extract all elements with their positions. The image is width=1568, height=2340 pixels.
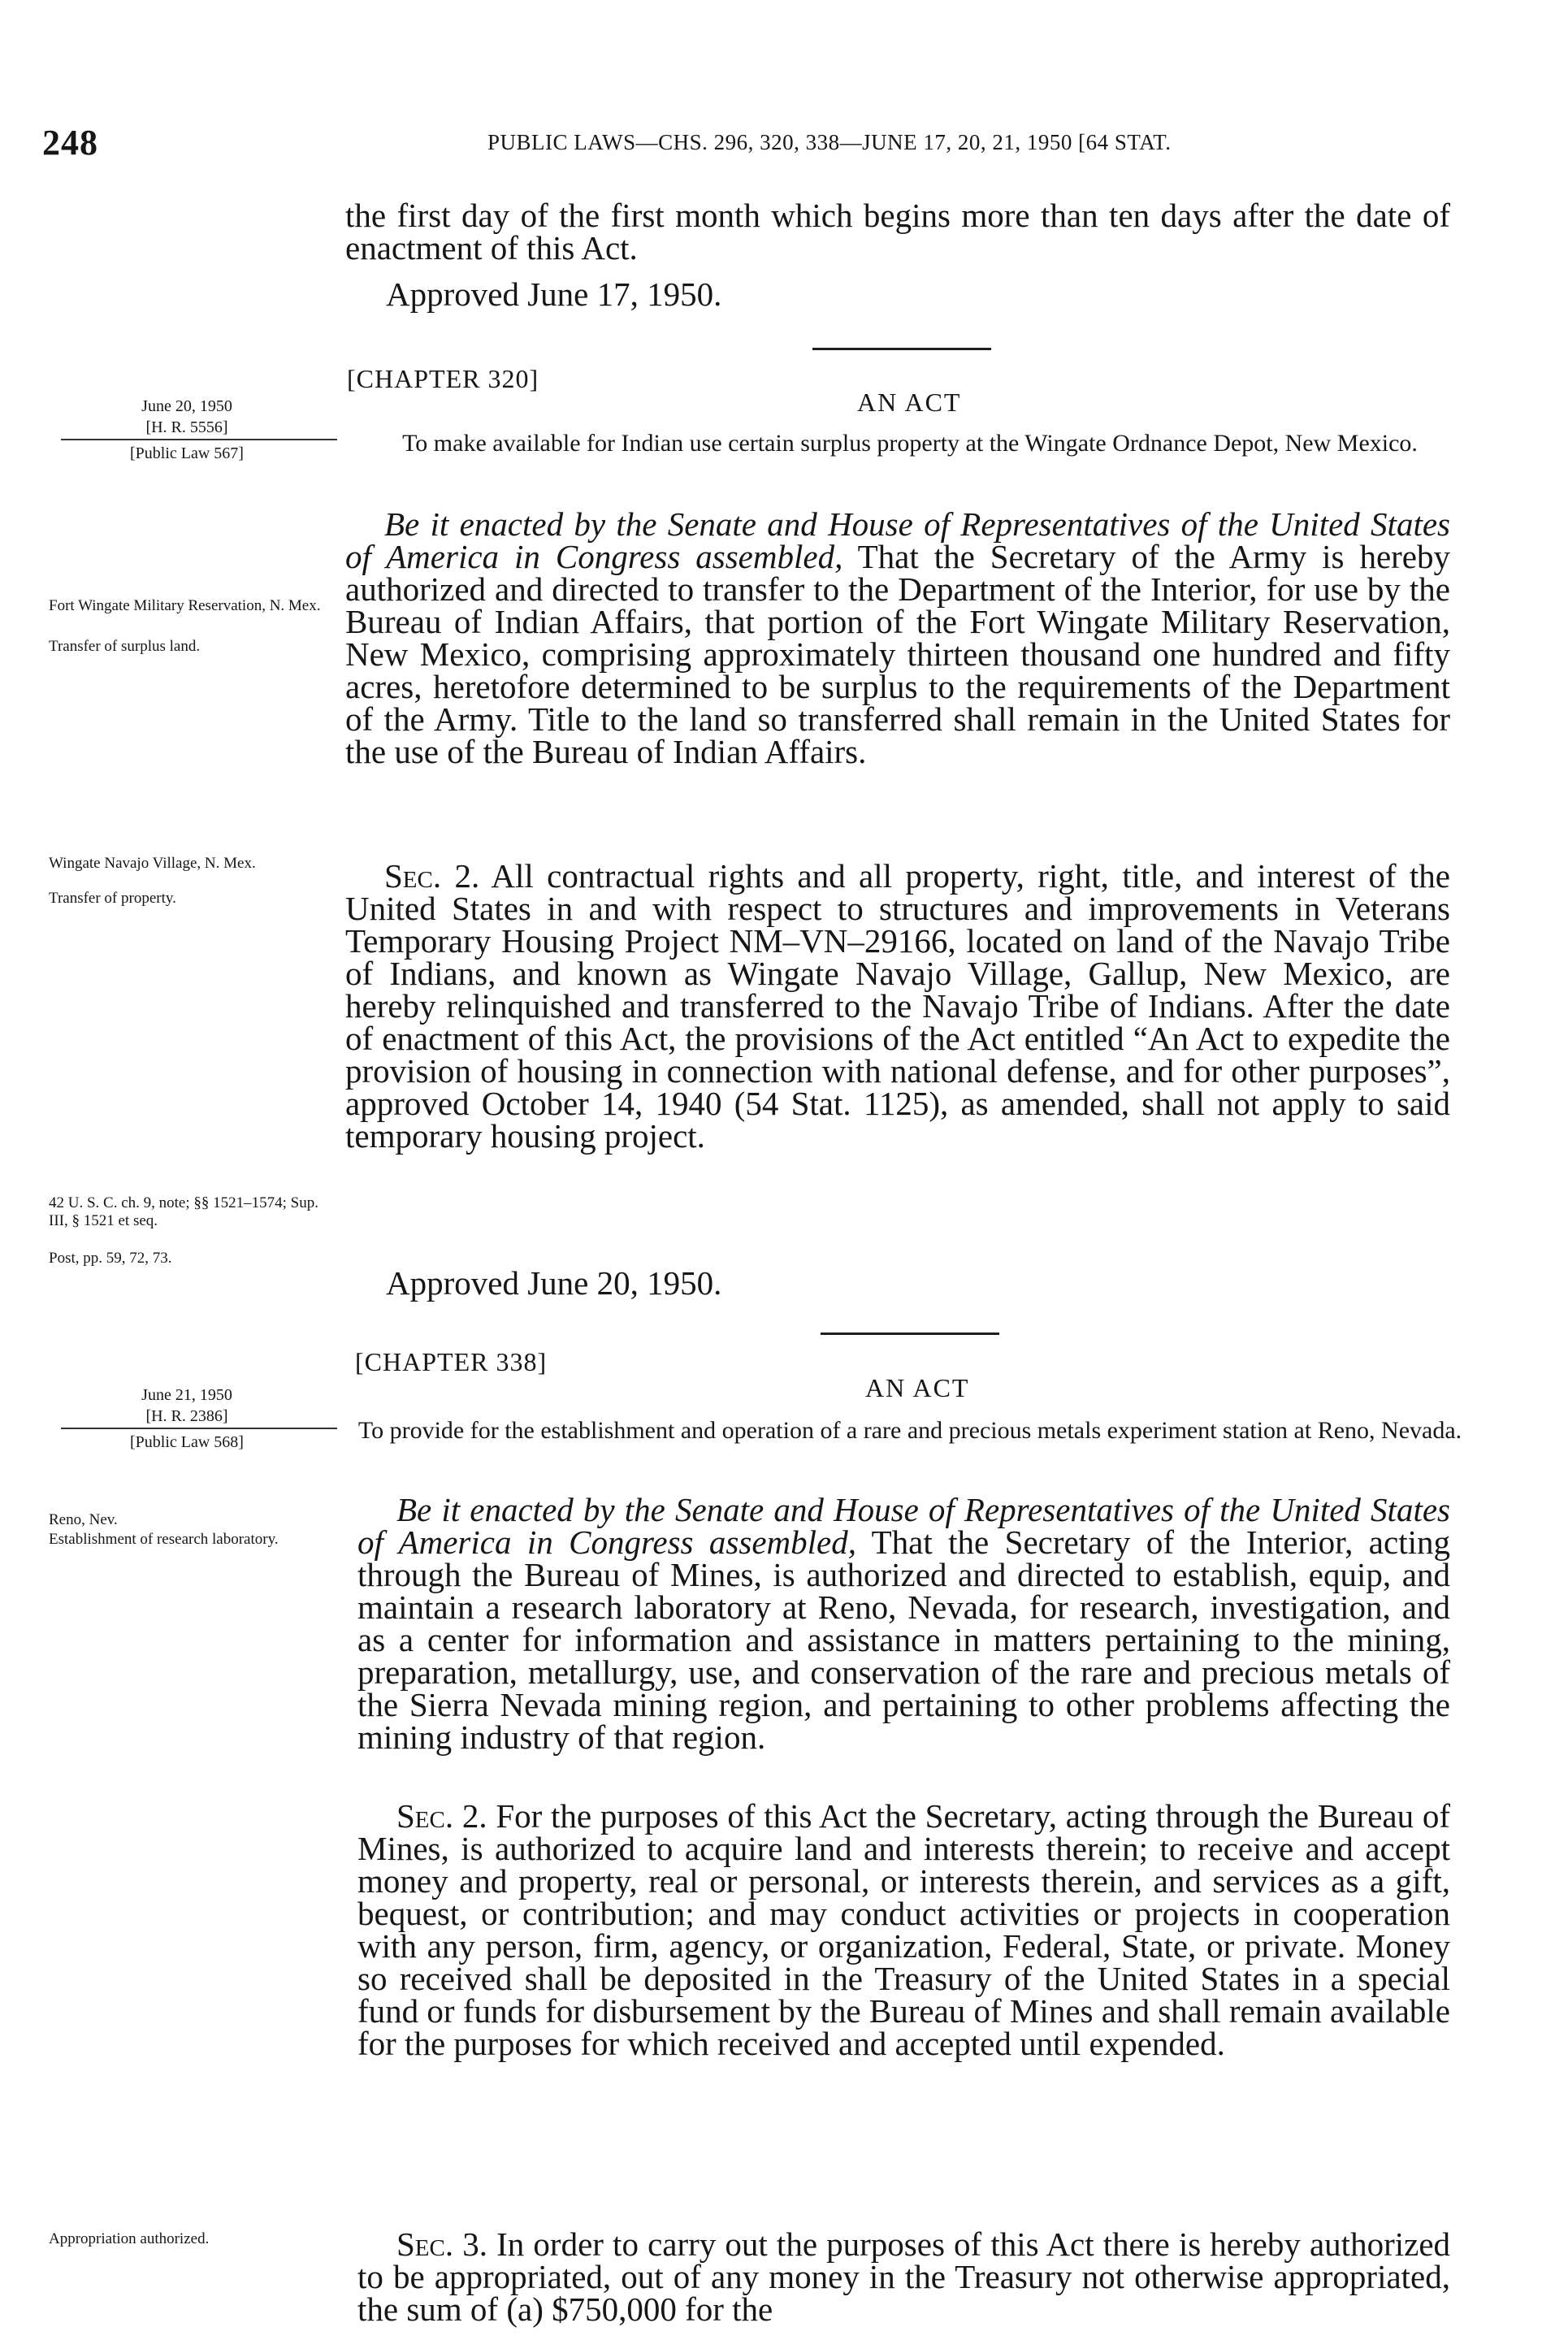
- chapter-320-section-1: [345, 505, 1451, 770]
- chapter-338-section-1: [357, 1491, 1450, 1756]
- chapter-320-act-title: AN ACT: [857, 388, 962, 417]
- chapter-338-act-title: AN ACT: [865, 1373, 970, 1402]
- chapter-338-rule: [821, 1332, 999, 1335]
- chapter-338-section-2: [357, 1797, 1451, 2062]
- chapter-320-section-2: [345, 857, 1450, 1155]
- chapter-338-section-2-text: For the purposes of this Act the Secretary, acting through the Bureau of Mines, is authorized to acquire land and interests therein; to receive and accept money and property, real or personal, or interests therein, and services as a gift, bequest, or contribution; and may conduct activities or projects in cooperation with any person, firm, agency, or organization, Federal, State, or private. Money so received shall be deposited in the Treasury of the United States in a special fund or funds for disbursement by the Bureau of Mines and shall remain available for the purposes for which received and accepted until expended.: [357, 1797, 1451, 2062]
- chapter-338-section-1-text: That the Secretary of the Interior, acting through the Bureau of Mines, is authorized and directed to establish, equip, and maintain a research laboratory at Reno, Nevada, for research, investigation, and as a center for information and assistance in matters pertaining to the mining, preparation, metallurgy, use, and conservation of the rare and precious metals of the Sierra Nevada mining region, and pertaining to other problems affecting the mining industry of that region.: [357, 1523, 1450, 1756]
- section-2-text: All contractual rights and all property, right, title, and interest of the United States in and with respect to structures and improvements in Veterans Temporary Housing Project NM–VN–29166, located on land of the Navajo Tribe of Indians, and known as Wingate Navajo Village, Gallup, New Mexico, are hereby relinquished and transferred to the Navajo Tribe of Indians. After the date of enactment of this Act, the provisions of the Act entitled “An Act to expedite the provision of housing in connection with national defense, and for other purposes”, approved October 14, 1940 (54 Stat. 1125), as amended, shall not apply to said temporary housing project.: [345, 857, 1450, 1155]
- chapter-320-purpose: To make available for Indian use certain surplus property at the Wingate Ordnance Depot, New Mexico.: [402, 430, 1418, 457]
- chapter-320-rule: [812, 348, 991, 350]
- chapter-338-purpose: To provide for the establishment and operation of a rare and precious metals experiment station at Reno, Nevada.: [357, 1417, 1462, 1444]
- chapter-338-heading: [CHAPTER 338]: [355, 1347, 548, 1376]
- chapter-338-side-date: June 21, 1950: [141, 1386, 232, 1404]
- chapter-338-side-rule: [61, 1428, 337, 1429]
- chapter-320-side-bill: [H. R. 5556]: [145, 418, 228, 436]
- enacting-clause-338: Be it enacted by the Senate and House of Representatives of the United States of America in Congress assembled,: [357, 1491, 1450, 1561]
- running-head: PUBLIC LAWS—CHS. 296, 320, 338—JUNE 17, 20, 21, 1950 [64 STAT.: [487, 130, 1172, 154]
- chapter-338-side-bill: [H. R. 2386]: [145, 1407, 228, 1425]
- chapter-320-side-law: [Public Law 567]: [130, 444, 244, 462]
- chapter-320-side-date: June 20, 1950: [141, 397, 232, 415]
- chapter-338-section-2-label: Sec. 2.: [396, 1797, 487, 1835]
- margin-note-transfer-property: Transfer of property.: [49, 890, 176, 907]
- chapter-338-section-3-label: Sec. 3.: [396, 2225, 487, 2263]
- section-1-text: That the Secretary of the Army is hereby authorized and directed to transfer to the Department of the Interior, for use by the Bureau of Indian Affairs, that portion of the Fort Wingate Military Reservation, New Mexico, comprising approximately thirteen thousand one hundred and fifty acres, heretofore determined to be surplus to the requirements of the Department of the Army. Title to the land so transferred shall remain in the United States for the use of the Bureau of Indian Affairs.: [345, 538, 1451, 770]
- chapter-320-heading: [CHAPTER 320]: [347, 364, 539, 393]
- section-2-label: Sec. 2.: [384, 857, 480, 895]
- enacting-clause: Be it enacted by the Senate and House of Representatives of the United States of America in Congress assembled,: [345, 505, 1450, 575]
- page-number: 248: [42, 123, 98, 162]
- chapter-320-side-rule: [61, 439, 337, 440]
- margin-note-establishment: Establishment of research laboratory.: [49, 1531, 279, 1548]
- margin-note-wingate-village: Wingate Navajo Village, N. Mex.: [49, 855, 256, 872]
- margin-note-appropriation: Appropriation authorized.: [49, 2230, 210, 2247]
- approved-june-17: Approved June 17, 1950.: [386, 275, 722, 313]
- continuation-text: the first day of the first month which begins more than ten days after the date of enactment of this Act.: [345, 197, 1450, 266]
- approved-june-20: Approved June 20, 1950.: [386, 1264, 722, 1302]
- chapter-338-section-3: [357, 2225, 1451, 2328]
- chapter-338-section-3-text: In order to carry out the purposes of this Act there is hereby authorized to be appropriated, out of any money in the Treasury not otherwise appropriated, the sum of (a) $750,000 for the: [357, 2225, 1451, 2328]
- margin-note-fort-wingate: Fort Wingate Military Reservation, N. Mex.: [49, 597, 321, 614]
- margin-note-usc-citation: 42 U. S. C. ch. 9, note; §§ 1521–1574; Sup. III, § 1521 et seq.: [49, 1194, 318, 1229]
- margin-note-reno: Reno, Nev.: [49, 1511, 118, 1528]
- chapter-338-side-law: [Public Law 568]: [130, 1433, 244, 1451]
- margin-note-transfer-land: Transfer of surplus land.: [49, 638, 201, 655]
- margin-note-post: Post, pp. 59, 72, 73.: [49, 1250, 172, 1267]
